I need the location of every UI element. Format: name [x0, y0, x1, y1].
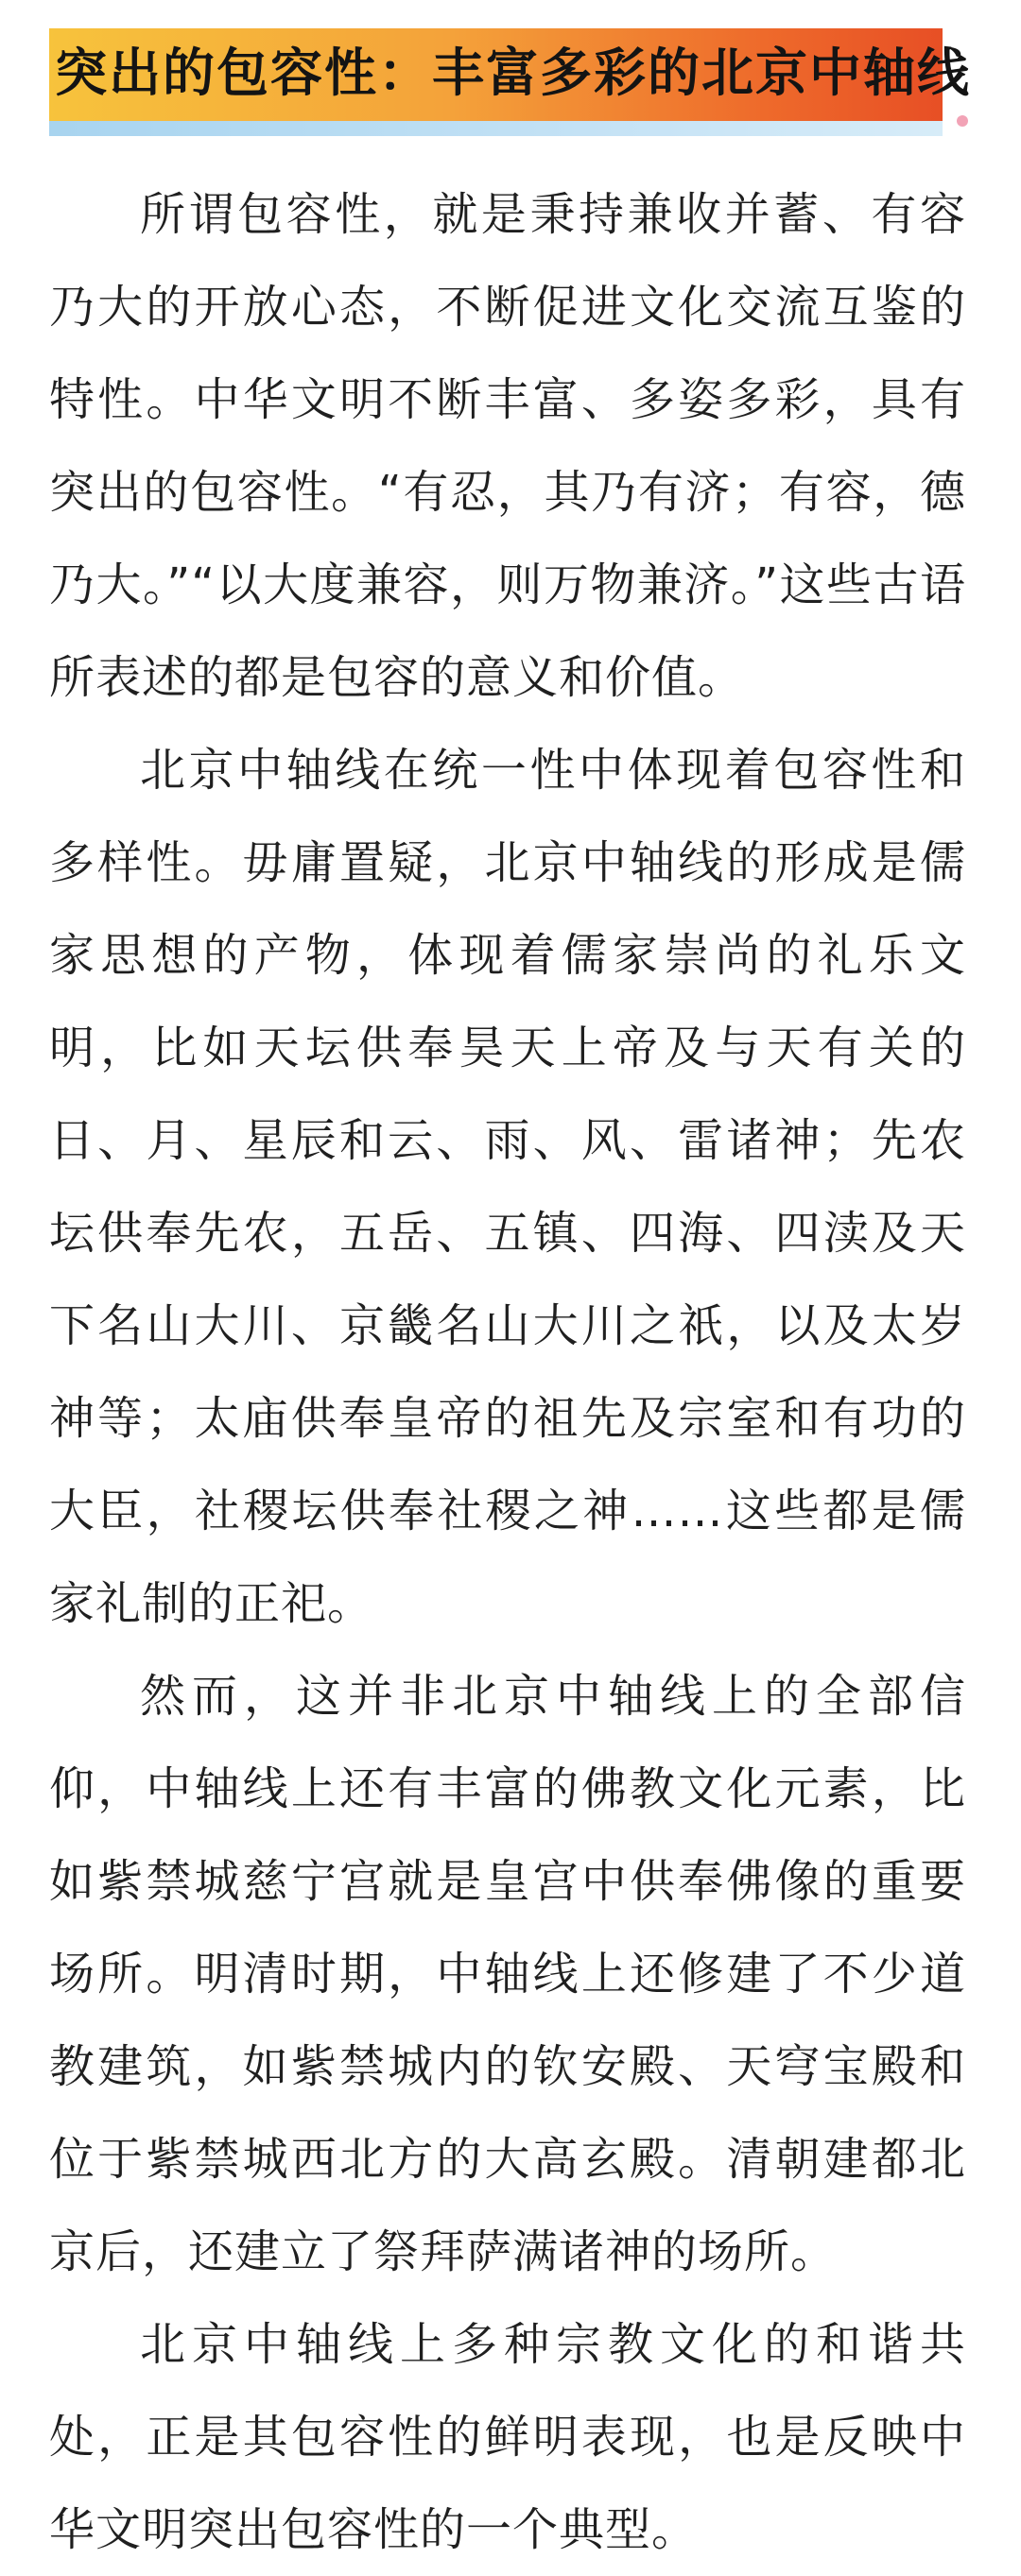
paragraph-confucian-rites: 北京中轴线在统一性中体现着包容性和多样性。毋庸置疑，北京中轴线的形成是儒家思想的产物，体现着儒家崇尚的礼乐文明，比如天坛供奉昊天上帝及与天有关的日、月、星辰和云、雨、风、雷诸神；先农坛供奉先农，五岳、五镇、四海、四渎及天下名山大川、京畿名山大川之祇，以及太岁神等；太庙供奉皇帝的祖先及宗室和有功的大臣，社稷坛供奉社稷之神……这些都是儒家礼制的正祀。 [49, 744, 966, 1630]
paragraph-conclusion: 北京中轴线上多种宗教文化的和谐共处，正是其包容性的鲜明表现，也是反映中华文明突出包容性的一个典型。 [49, 2318, 966, 2556]
heading-underline-bar [49, 121, 943, 136]
page-title: 突出的包容性：丰富多彩的北京中轴线 [55, 43, 972, 103]
paragraph-buddhist-taoist: 然而，这并非北京中轴线上的全部信仰，中轴线上还有丰富的佛教文化元素，比如紫禁城慈宁宫就是皇宫中供奉佛像的重要场所。明清时期，中轴线上还修建了不少道教建筑，如紫禁城内的钦安殿、天穹宝殿和位于紫禁城西北方的大高玄殿。清朝建都北京后，还建立了祭拜萨满诸神的场所。 [49, 1670, 966, 2278]
section-heading [49, 28, 972, 136]
decorative-dot [957, 115, 968, 127]
paragraph-definition: 所谓包容性，就是秉持兼收并蓄、有容乃大的开放心态，不断促进文化交流互鉴的特性。中华文明不断丰富、多姿多彩，具有突出的包容性。“有忍，其乃有济；有容，德乃大。”“以大度兼容，则万物兼济。”这些古语所表述的都是包容的意义和价值。 [49, 188, 966, 704]
article-body [49, 168, 966, 2576]
